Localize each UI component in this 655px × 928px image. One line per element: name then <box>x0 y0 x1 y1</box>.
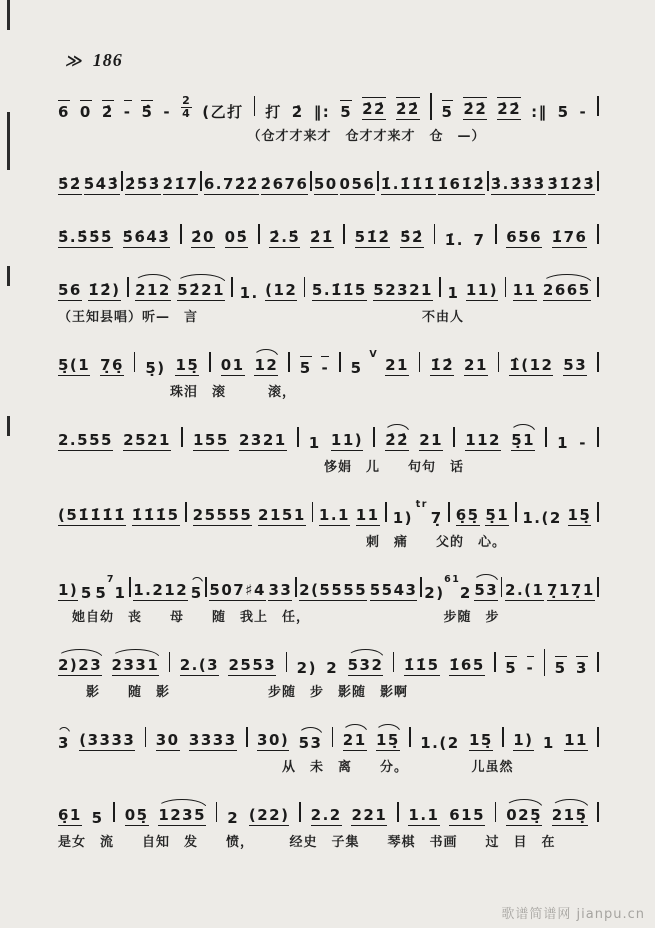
note-group: 05̣ <box>125 807 149 827</box>
note-group: 6̣5̣ <box>456 507 480 527</box>
barline <box>505 277 507 297</box>
note-group: 5̣1 <box>511 432 535 452</box>
note-group: 1) <box>58 582 78 602</box>
note-group: 打 <box>265 102 282 121</box>
note-group: 221 <box>351 807 387 827</box>
lyrics-row: 是女 流 自知 发 愤， 经史 子集 琴棋 书画 过 目 在 <box>58 835 556 850</box>
note-group: 11) <box>466 282 498 302</box>
note-group: 5̇2̇ <box>400 229 424 249</box>
note-group: 15̣ <box>175 357 199 377</box>
note-group: 51̇2̇ <box>355 229 391 249</box>
barline <box>515 502 517 522</box>
note-group: 50 <box>314 176 338 196</box>
barline <box>545 427 547 447</box>
note-group: 5̣(1 <box>58 357 90 377</box>
barline <box>121 171 123 191</box>
note-group: 5 <box>340 100 352 121</box>
note-group: 2321 <box>239 432 287 452</box>
note-group: 15̣ <box>376 732 400 752</box>
note-group: 1) <box>513 732 533 752</box>
note-group: 1̂(12 <box>509 357 553 377</box>
notation-row <box>58 723 599 751</box>
barline <box>231 277 233 297</box>
note-group: 5 <box>95 583 108 602</box>
page-header <box>63 50 123 71</box>
lyrics-row: 从 未 离 分。 儿虽然 <box>58 760 514 775</box>
note-group: 53 <box>563 357 587 377</box>
barline <box>597 427 599 447</box>
note-group: 05̇ <box>225 229 249 249</box>
note-group: 53 <box>298 733 323 752</box>
note-group: 7̣6̣ <box>100 357 124 377</box>
grace-mark: 61 <box>444 574 461 585</box>
note-group: 5543 <box>370 582 418 602</box>
note-group: 1 <box>447 283 460 302</box>
barline <box>393 652 395 672</box>
note-group: 1̇1̇5 <box>404 657 440 677</box>
note-group: 2̇0 <box>191 229 215 249</box>
note-group: - <box>163 102 172 121</box>
note-group: 1̇76 <box>552 229 588 249</box>
lyrics-row: （仓才才来才 仓才才来才 仓 —） <box>58 129 486 144</box>
note-group: 5.1̇1̇5 <box>312 282 367 302</box>
score-lines <box>58 92 599 873</box>
barline <box>453 427 455 447</box>
barline <box>343 224 345 244</box>
note-group: 2̇5̇3̇ <box>125 176 161 196</box>
barline <box>439 277 441 297</box>
note-group: 1̇1̇1̇5 <box>132 507 180 527</box>
notation-row <box>58 167 599 195</box>
note-group: 1.(2 <box>420 733 460 752</box>
music-line <box>58 498 599 548</box>
note-group: 2) <box>424 583 445 602</box>
note-group: 15̣ <box>568 507 592 527</box>
note-group: 1.(2 <box>522 508 562 527</box>
note-group: 30 <box>156 732 180 752</box>
music-line <box>58 723 599 773</box>
barline <box>430 93 432 120</box>
note-group: 7̣17̣1 <box>547 582 595 602</box>
barline <box>129 577 131 597</box>
note-group: 5 <box>350 358 363 377</box>
note-group: 1̇65 <box>449 657 485 677</box>
barline <box>501 577 503 597</box>
note-group: 33 <box>268 582 292 602</box>
barline <box>377 171 379 191</box>
barline <box>597 352 599 372</box>
notation-row <box>58 798 599 826</box>
barline <box>502 727 504 747</box>
note-group: 2 <box>227 808 240 827</box>
barline <box>200 171 202 191</box>
note-group: 2553 <box>228 657 276 677</box>
note-group: 2̇2̇ <box>385 432 409 452</box>
note-group: 2̇2̇ <box>362 97 386 121</box>
barline <box>434 224 436 244</box>
barline <box>494 652 496 672</box>
barline <box>597 727 599 747</box>
note-group: 5 <box>505 656 517 677</box>
barline <box>397 802 399 822</box>
note-group: 1 <box>308 433 321 452</box>
barline <box>134 352 136 372</box>
note-group: 11 <box>564 732 588 752</box>
note-group: 1.1 <box>319 507 350 527</box>
notation-row <box>58 573 599 601</box>
music-line <box>58 423 599 473</box>
barline <box>495 802 497 822</box>
note-group: 6 <box>58 100 70 121</box>
lyrics-row: 珠泪 滚 滚， <box>58 385 297 400</box>
note-group: 3 <box>58 733 70 752</box>
note-group: 7̣ <box>430 508 443 527</box>
barline <box>495 224 497 244</box>
note-group: 5 <box>300 356 312 377</box>
barline <box>597 802 599 822</box>
lyrics-row: 影 随 影 步随 步 影随 影啊 <box>58 685 409 700</box>
note-group: 1̇2̇ <box>430 357 454 377</box>
note-group: 2665 <box>543 282 591 302</box>
note-group: 507♯4 <box>209 582 266 602</box>
note-group: 1 <box>542 733 555 752</box>
barline <box>216 802 218 822</box>
ornament-icon: ≫ <box>63 51 85 70</box>
note-group: (51̇1̇1̇1̇ <box>58 507 126 527</box>
note-group: 2.555 <box>58 432 113 452</box>
note-group: 11 <box>356 507 380 527</box>
note-group: 5 <box>91 808 104 827</box>
barline <box>180 224 182 244</box>
barline <box>498 352 500 372</box>
note-group: 15̣ <box>469 732 493 752</box>
note-group: - <box>527 656 535 677</box>
note-group: 2̇1̇ <box>310 229 334 249</box>
note-group: 3333 <box>189 732 237 752</box>
note-group: 5̇.5̇5̇5̇ <box>58 229 113 249</box>
note-group: 2̇ <box>291 102 304 121</box>
note-group: 2521 <box>123 432 171 452</box>
barline <box>185 502 187 522</box>
grace-mark: 7 <box>106 574 115 585</box>
barline <box>597 652 599 672</box>
barline <box>254 96 256 116</box>
notation-row <box>58 220 599 248</box>
note-group: 1 <box>557 433 570 452</box>
barline <box>205 577 207 597</box>
note-group: 5̇2̇ <box>58 176 82 196</box>
barline <box>420 577 422 597</box>
music-line <box>58 273 599 323</box>
note-group: 1) <box>392 508 414 527</box>
barline <box>339 352 341 372</box>
barline <box>286 652 288 672</box>
note-group: 3̇1̇2̇3̇ <box>548 176 596 196</box>
binding-mark <box>7 0 10 30</box>
note-group: 1̇61̇2̇ <box>438 176 486 196</box>
lyrics-row: 恀娟 儿 句句 话 <box>58 460 465 475</box>
note-group: 6.72̇2̇ <box>204 176 259 196</box>
note-group: 3 <box>576 656 588 677</box>
note-group: 5̣) <box>145 358 166 377</box>
note-group: 52̇21 <box>177 282 225 302</box>
note-group: (乙打 <box>202 102 244 121</box>
barline <box>209 352 211 372</box>
barline <box>312 502 314 522</box>
grace-mark: V <box>369 349 379 360</box>
notation-row <box>58 648 599 676</box>
barline <box>385 502 387 522</box>
barline <box>145 727 147 747</box>
note-group: 30) <box>257 732 289 752</box>
note-group: 056 <box>340 176 376 196</box>
note-group: 1̇. <box>444 230 464 249</box>
notation-row <box>58 348 599 376</box>
note-group: 2151 <box>258 507 306 527</box>
lyrics-row: 刺 痛 父的 心。 <box>58 535 507 550</box>
note-group: (3333 <box>79 732 135 752</box>
note-group: 2) <box>296 658 317 677</box>
note-group: 11) <box>331 432 363 452</box>
music-line <box>58 220 599 248</box>
note-group: 5̇6̇4̇3̇ <box>123 229 171 249</box>
note-group: 2(5555 <box>299 582 367 602</box>
barline <box>409 727 411 747</box>
barline <box>597 502 599 522</box>
note-group: - <box>124 100 132 121</box>
barline <box>246 727 248 747</box>
note-group: 53 <box>474 582 498 602</box>
barline <box>169 652 171 672</box>
barline <box>373 427 375 447</box>
note-group: 21 <box>343 732 367 752</box>
note-group: ‖: <box>313 102 331 121</box>
note-group: 2̇2̇ <box>497 97 521 121</box>
barline <box>181 427 183 447</box>
note-group: 212 <box>135 282 171 302</box>
note-group: 112 <box>465 432 501 452</box>
barline <box>304 277 306 297</box>
barline <box>597 577 599 597</box>
barline <box>297 427 299 447</box>
music-line <box>58 648 599 698</box>
note-group: 7 <box>473 230 486 249</box>
notation-row <box>58 423 599 451</box>
note-group: 5 <box>190 583 203 602</box>
note-group: 2̇2̇ <box>463 97 487 121</box>
note-group: 1̇2̇) <box>88 282 120 302</box>
note-group: 0 <box>80 100 92 121</box>
notation-row <box>58 273 599 301</box>
note-group: 21 <box>464 357 488 377</box>
note-group: 1. <box>239 283 259 302</box>
note-group: 1 <box>114 583 127 602</box>
note-group: 025̣ <box>506 807 542 827</box>
binding-mark <box>7 266 10 286</box>
barline <box>332 727 334 747</box>
note-group: 1.1 <box>408 807 439 827</box>
note-group: 6̣1 <box>58 807 82 827</box>
barline <box>597 171 599 191</box>
time-signature: 2 4 <box>182 93 192 120</box>
note-group: (12 <box>265 282 297 302</box>
barline <box>597 277 599 297</box>
binding-mark <box>7 112 10 170</box>
barline <box>127 277 129 297</box>
note-group: 5 <box>557 102 570 121</box>
note-group: 5̇4̇3̇ <box>84 176 120 196</box>
note-group: :‖ <box>531 102 548 121</box>
barline <box>597 96 599 116</box>
note-group: 1.212 <box>133 582 188 602</box>
note-group: 2̇676 <box>261 176 309 196</box>
note-group: 1̇.1̇1̇1̇ <box>381 176 436 196</box>
barline <box>487 171 489 191</box>
barline <box>299 802 301 822</box>
binding-mark <box>7 416 10 436</box>
note-group: - <box>579 102 588 121</box>
note-group: 2.(3 <box>180 657 219 677</box>
barline <box>544 649 546 676</box>
note-group: 2 <box>326 658 339 677</box>
music-line <box>58 573 599 623</box>
music-line <box>58 798 599 848</box>
note-group: 2̇ <box>102 100 114 121</box>
note-group: 2̇.5̇ <box>269 229 300 249</box>
note-group: 615 <box>449 807 485 827</box>
note-group: 2331 <box>112 657 160 677</box>
note-group: 3̇.3̇3̇3̇ <box>491 176 546 196</box>
note-group: 21 <box>419 432 443 452</box>
note-group: 2̇2̇ <box>396 97 420 121</box>
note-group: 5̣1 <box>485 507 509 527</box>
barline <box>310 171 312 191</box>
note-group: 5̂ <box>141 100 153 121</box>
music-line <box>58 348 599 398</box>
note-group: 2̇1̇7 <box>163 176 199 196</box>
note-group: 2.(1 <box>505 582 544 602</box>
note-group: 5 <box>80 583 93 602</box>
music-line <box>58 92 599 142</box>
note-group: 215̣ <box>552 807 588 827</box>
note-group: 155 <box>193 432 229 452</box>
watermark: 歌谱简谱网 jianpu.cn <box>501 907 645 922</box>
note-group: 5 <box>442 100 454 121</box>
notation-row <box>58 498 599 526</box>
barline <box>295 577 297 597</box>
note-group: (22) <box>249 807 290 827</box>
notation-row <box>58 92 599 120</box>
note-group: 01 <box>221 357 245 377</box>
music-line <box>58 167 599 195</box>
note-group: 56 <box>58 282 82 302</box>
note-group: 2 <box>459 583 472 602</box>
note-group: 656 <box>506 229 542 249</box>
barline <box>419 352 421 372</box>
lyrics-row: 她自幼 丧 母 随 我上 任， 步随 步 <box>58 610 500 625</box>
note-group: 5 <box>555 656 567 677</box>
note-group: 2)23 <box>58 657 102 677</box>
barline <box>597 224 599 244</box>
barline <box>448 502 450 522</box>
note-group: - <box>321 356 329 377</box>
barline <box>113 802 115 822</box>
barline <box>258 224 260 244</box>
note-group: 25555 <box>193 507 253 527</box>
note-group: 12 <box>254 357 278 377</box>
note-group: 2.2 <box>311 807 342 827</box>
note-group: 1235 <box>158 807 206 827</box>
grace-mark: tr <box>415 499 428 510</box>
note-group: 21 <box>385 357 409 377</box>
barline <box>288 352 290 372</box>
page-number: 186 <box>92 50 123 70</box>
note-group: 52321 <box>373 282 433 302</box>
note-group: 532 <box>348 657 384 677</box>
note-group: 11 <box>513 282 537 302</box>
lyrics-row: （王知县唱）听— 言 不由人 <box>58 310 465 325</box>
note-group: - <box>579 433 587 452</box>
